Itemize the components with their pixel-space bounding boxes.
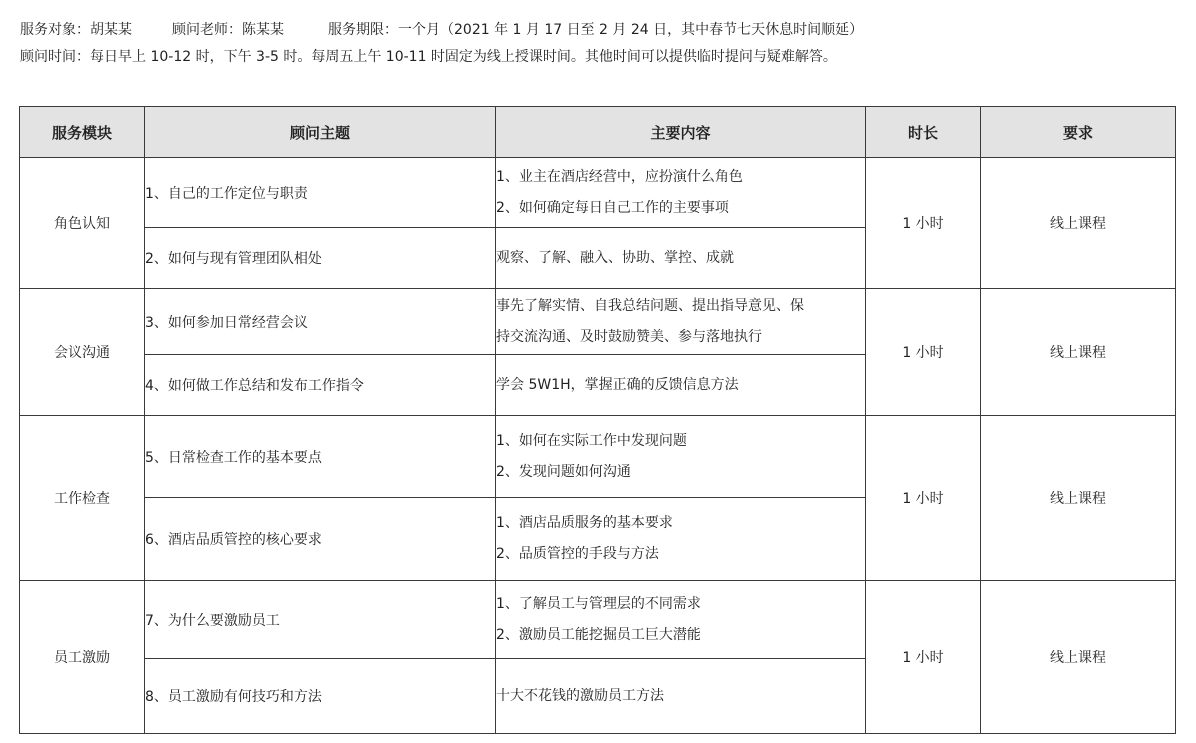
topic-cell: 7、为什么要激励员工 [145, 581, 496, 659]
column-header-topic: 顾问主题 [145, 107, 496, 158]
duration-cell: 1 小时 [866, 289, 981, 416]
topic-cell: 2、如何与现有管理团队相处 [145, 228, 496, 289]
content-line: 1、了解员工与管理层的不同需求 [496, 595, 701, 612]
content-cell [496, 289, 866, 355]
content-line: 2、激励员工能挖掘员工巨大潜能 [496, 626, 701, 643]
content-cell [496, 228, 866, 289]
schedule-value: 每日早上 10-12 时，下午 3-5 时。每周五上午 10-11 时固定为线上授课时间。其他时间可以提供临时提问与疑难解答。 [90, 49, 837, 65]
consulting-plan-table [19, 106, 1176, 734]
column-header-content: 主要内容 [496, 107, 866, 158]
duration-cell: 1 小时 [866, 416, 981, 581]
module-cell: 工作检查 [20, 416, 145, 581]
duration-cell: 1 小时 [866, 158, 981, 289]
period-value: 一个月（2021 年 1 月 17 日至 2 月 24 日，其中春节七天休息时间顺延） [398, 22, 864, 38]
service-info [20, 17, 863, 71]
column-header-duration: 时长 [866, 107, 981, 158]
content-cell [496, 581, 866, 659]
column-header-module: 服务模块 [20, 107, 145, 158]
table-row [20, 158, 1176, 228]
client-label: 服务对象： [20, 22, 90, 38]
duration-cell: 1 小时 [866, 581, 981, 734]
table-header-row [20, 107, 1176, 158]
topic-cell: 5、日常检查工作的基本要点 [145, 416, 496, 498]
column-header-requirement: 要求 [981, 107, 1176, 158]
requirement-cell: 线上课程 [981, 289, 1176, 416]
table-row [20, 416, 1176, 498]
info-line-1 [20, 17, 863, 44]
content-line: 1、如何在实际工作中发现问题 [496, 432, 687, 449]
topic-cell: 8、员工激励有何技巧和方法 [145, 659, 496, 734]
topic-cell: 6、酒店品质管控的核心要求 [145, 498, 496, 581]
content-line: 2、如何确定每日自己工作的主要事项 [496, 199, 729, 216]
topic-cell: 4、如何做工作总结和发布工作指令 [145, 355, 496, 416]
table-row [20, 581, 1176, 659]
module-cell: 会议沟通 [20, 289, 145, 416]
content-cell [496, 355, 866, 416]
content-line: 2、品质管控的手段与方法 [496, 546, 659, 562]
content-line: 事先了解实情、自我总结问题、提出指导意见、保 [496, 297, 804, 314]
info-line-2 [20, 44, 863, 71]
content-line: 十大不花钱的激励员工方法 [496, 687, 664, 704]
content-line: 持交流沟通、及时鼓励赞美、参与落地执行 [496, 328, 762, 345]
schedule-label: 顾问时间： [20, 49, 90, 65]
client-value: 胡某某 [90, 22, 132, 38]
period-label: 服务期限： [328, 22, 398, 38]
content-line: 2、发现问题如何沟通 [496, 463, 631, 480]
module-cell: 角色认知 [20, 158, 145, 289]
module-cell: 员工激励 [20, 581, 145, 734]
content-line: 1、酒店品质服务的基本要求 [496, 515, 673, 531]
requirement-cell: 线上课程 [981, 416, 1176, 581]
content-line: 1、业主在酒店经营中，应扮演什么角色 [496, 168, 743, 185]
topic-cell: 3、如何参加日常经营会议 [145, 289, 496, 355]
advisor-label: 顾问老师： [172, 22, 242, 38]
content-cell [496, 659, 866, 734]
table-row [20, 289, 1176, 355]
advisor-value: 陈某某 [242, 22, 284, 38]
content-line: 学会 5W1H，掌握正确的反馈信息方法 [496, 376, 739, 393]
requirement-cell: 线上课程 [981, 581, 1176, 734]
requirement-cell: 线上课程 [981, 158, 1176, 289]
content-line: 观察、了解、融入、协助、掌控、成就 [496, 249, 734, 266]
topic-cell: 1、自己的工作定位与职责 [145, 158, 496, 228]
content-cell [496, 158, 866, 228]
content-cell [496, 498, 866, 581]
content-cell [496, 416, 866, 498]
